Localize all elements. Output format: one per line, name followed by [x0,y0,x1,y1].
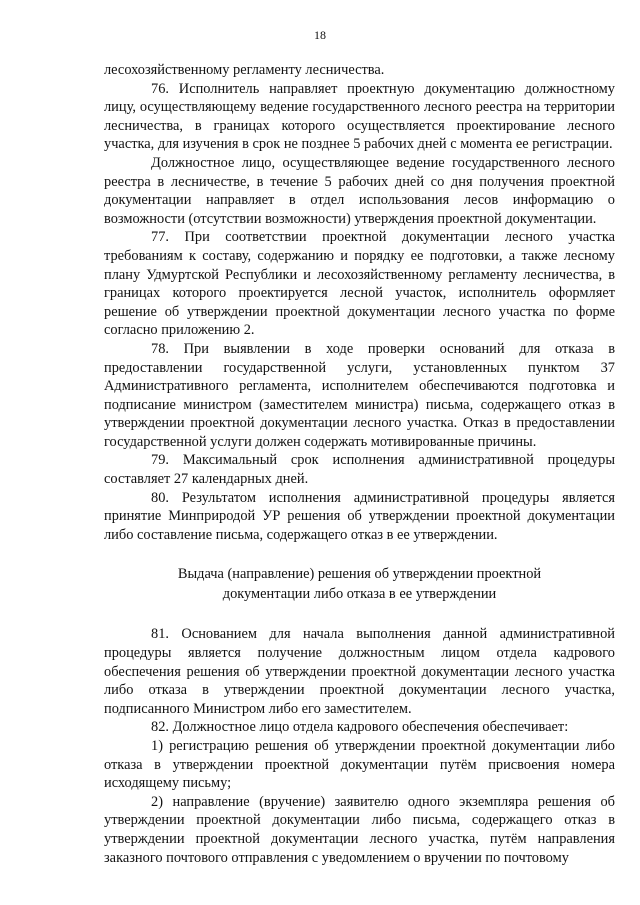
paragraph: 80. Результатом исполнения административной процедуры является принятие Минприродой УР решения об утверждении проектной документации либо составление письма, содержащего отказ в ее утверждении. [104,489,615,543]
paragraph: лесохозяйственному регламенту лесничества. [104,62,385,78]
section-heading-line-2: документации либо отказа в ее утверждении [222,586,497,603]
paragraph: 79. Максимальный срок исполнения административной процедуры составляет 27 календарных дней. [104,452,615,488]
section-heading [104,564,615,604]
paragraph: 81. Основанием для начала выполнения данной административной процедуры является получение должностным лицом отдела кадрового обеспечения решения об утверждении проектной документации лесного участка либо отказа в утверждении проектной документации лесного участка, подписанного Министром либо его заместителем. [104,626,615,717]
paragraph: 2) направление (вручение) заявителю одного экземпляра решения об утверждении проектной документации либо письма, содержащего отказ в утверждении проектной документации лесного участка, путём направления заказного почтового отправления с уведомлением о вручении по почтовому [104,793,615,866]
paragraph: 78. При выявлении в ходе проверки оснований для отказа в предоставлении государственной услуги, установленных пунктом 37 Административного регламента, исполнителем обеспечиваются подготовка и подписание министром (заместителем министра) письма, содержащего отказ в утверждении проектной документации лесного участка. Отказ в предоставлении государственной услуги должен содержать мотивированные причины. [104,340,615,450]
paragraph: Должностное лицо, осуществляющее ведение государственного лесного реестра в лесничестве, в течение 5 рабочих дней со дня получения проектной документации направляет в отдел использования лесов информацию о возможности (отсутствии возможности) утверждения проектной документации. [104,154,615,227]
document-body [104,61,615,867]
section-heading-line-1: Выдача (направление) решения об утверждении проектной [177,566,542,583]
page-number: 18 [314,28,326,42]
paragraph: 76. Исполнитель направляет проектную документацию должностному лицу, осуществляющему ведение государственного лесного реестра на территории лесничества, в границах которого осуществляется проектирование лесного участка, для изучения в срок не позднее 5 рабочих дней с момента ее регистрации. [104,80,615,153]
paragraph: 77. При соответствии проектной документации лесного участка требованиям к составу, содержанию и порядку ее подготовки, а также лесному плану Удмуртской Республики и лесохозяйственному регламенту лесничества, в границах которого проектируется лесной участок, исполнитель оформляет решение об утверждении проектной документации лесного участка по форме согласно приложению 2. [104,229,615,339]
paragraph: 1) регистрацию решения об утверждении проектной документации либо отказа в утверждении проектной документации путём присвоения номера исходящему письму; [104,738,615,792]
paragraph: 82. Должностное лицо отдела кадрового обеспечения обеспечивает: [151,719,569,736]
paragraphs-before-heading [104,61,615,544]
paragraphs-after-heading [104,625,615,867]
